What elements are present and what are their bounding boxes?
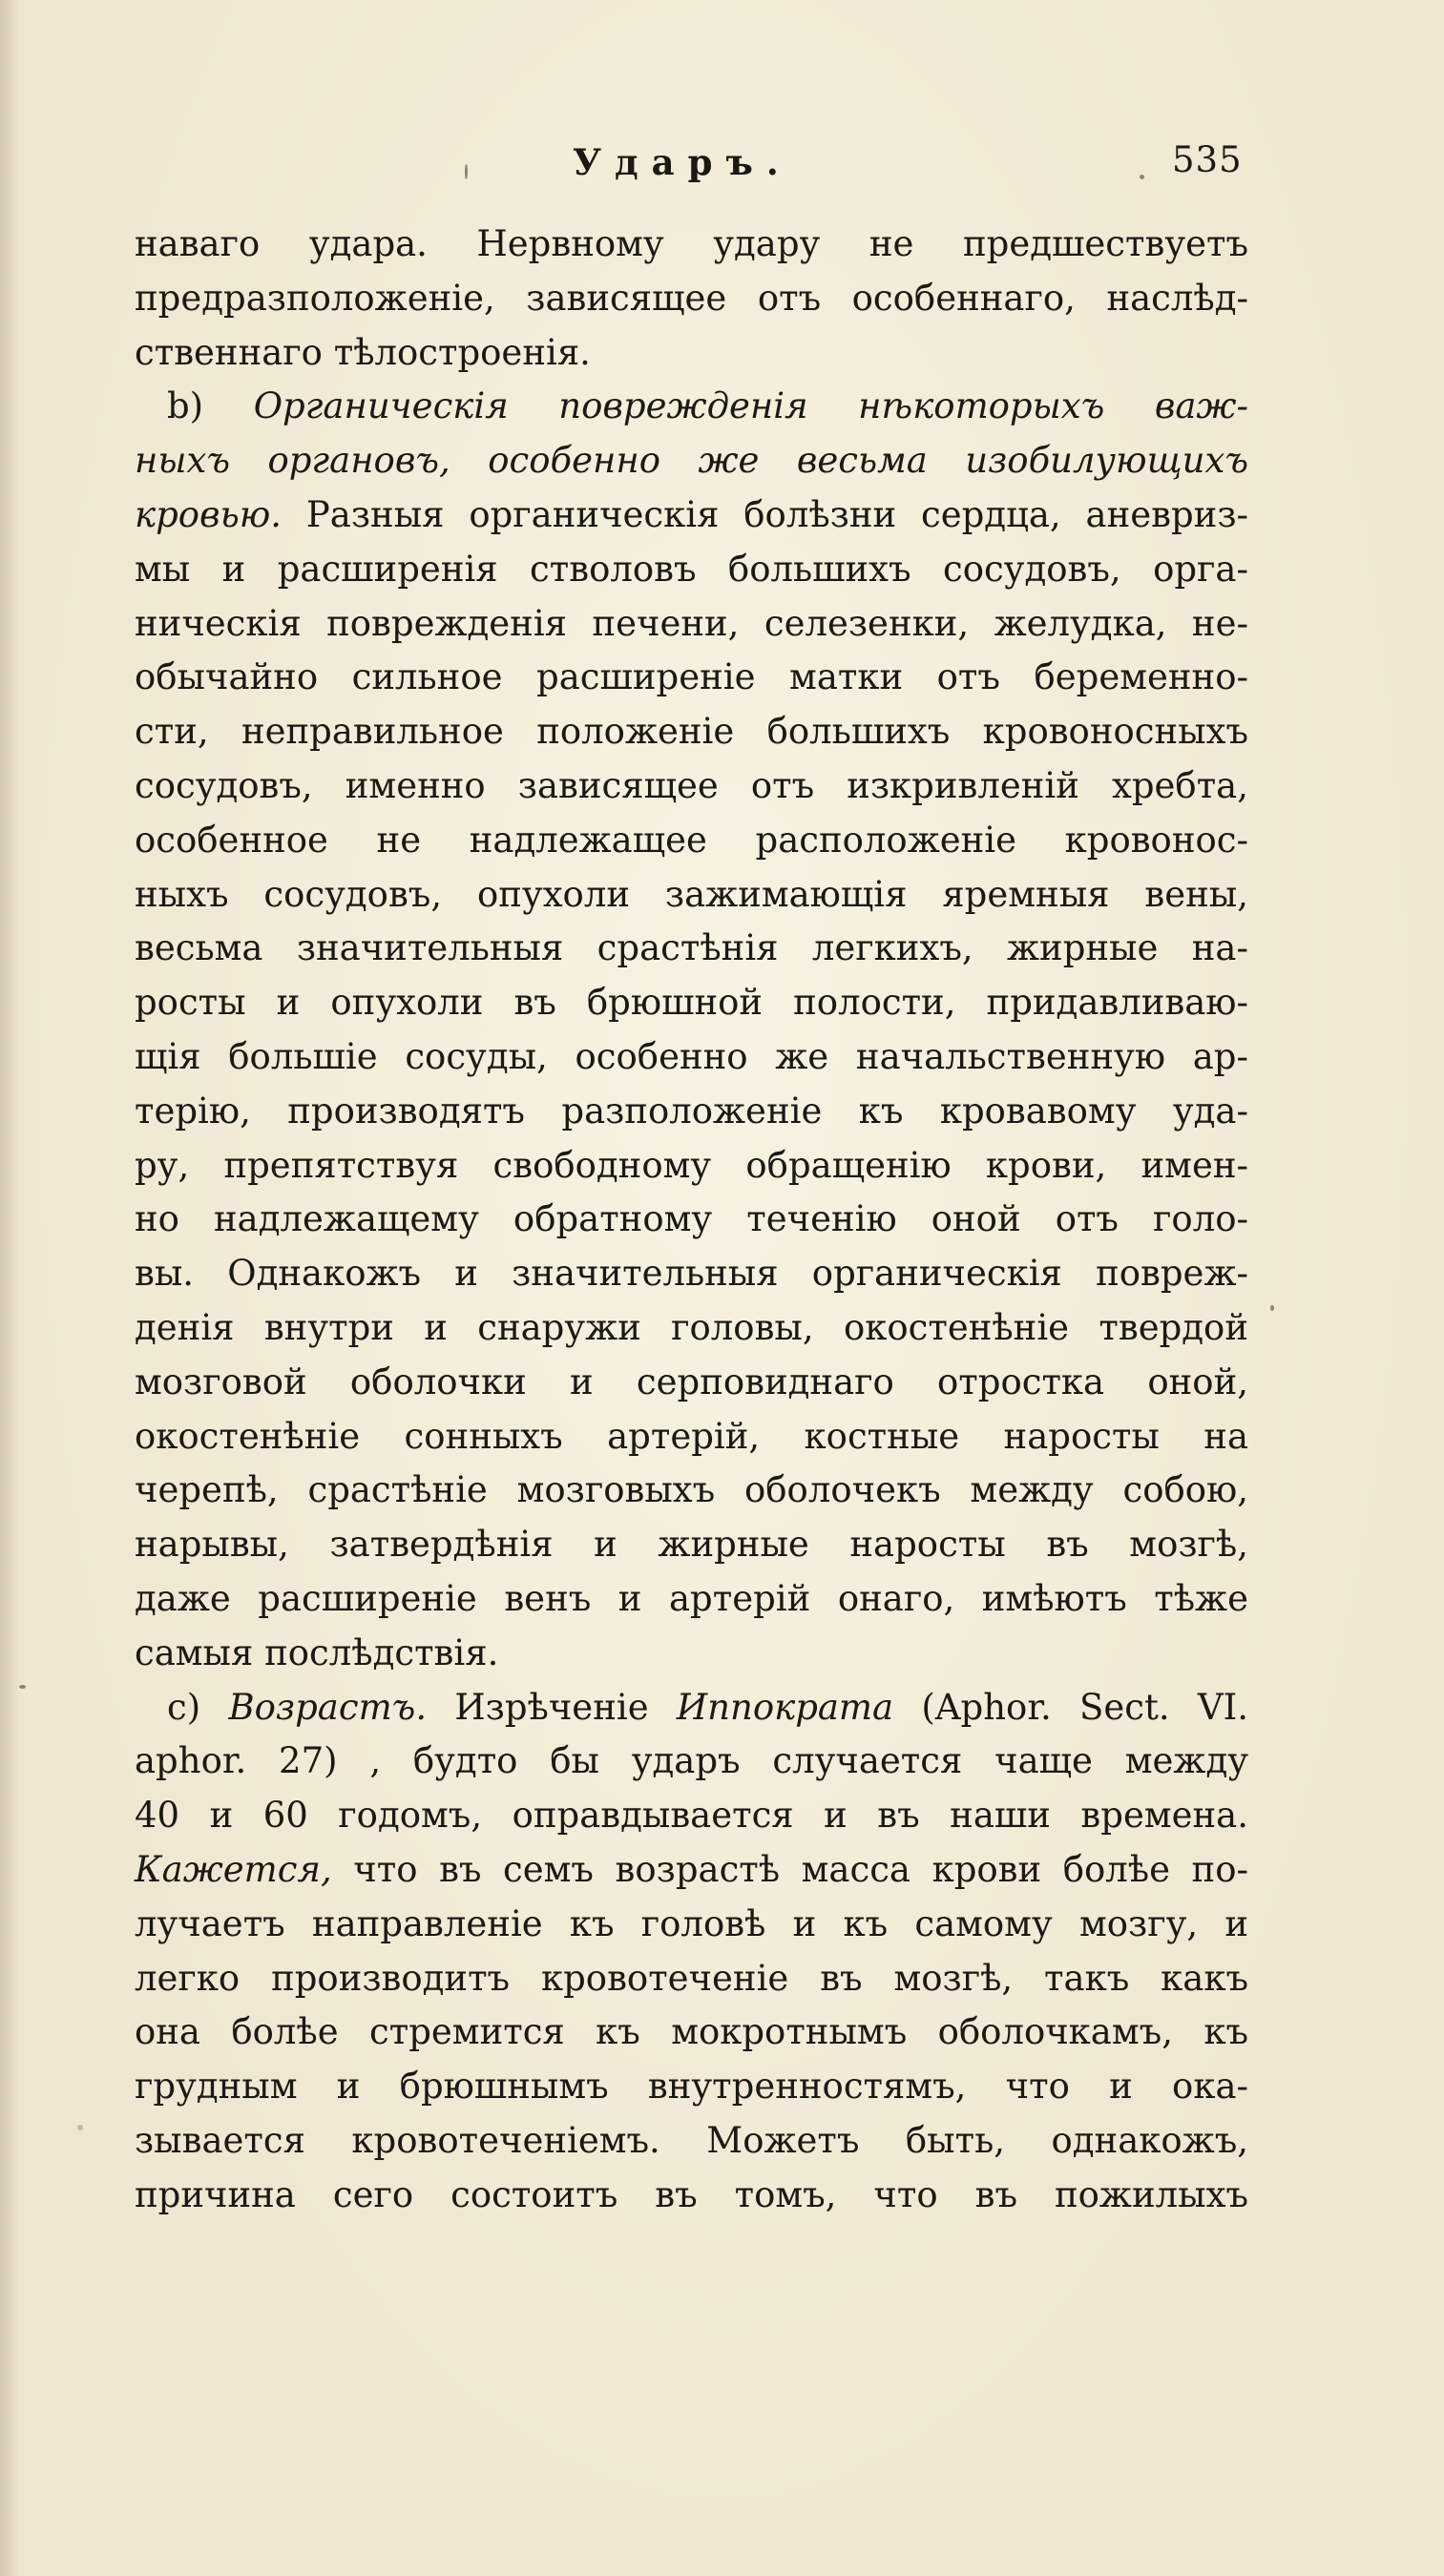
text-line: [167, 1679, 1248, 1736]
text-line: [135, 2058, 1248, 2115]
text-line: [167, 378, 1248, 435]
text-line: [135, 812, 1248, 869]
text-line: [135, 1516, 1248, 1573]
text-line: [135, 866, 1248, 924]
text-line: [135, 1354, 1248, 1411]
text-line: [135, 1083, 1248, 1140]
page-number: 535: [1172, 139, 1243, 180]
spine-shadow: [0, 0, 21, 2576]
text-span: щія большіе сосуды, особенно же начальственную ар-: [135, 1036, 1248, 1077]
text-span: ру, препятствуя свободному обращенію крови, имен-: [135, 1144, 1248, 1186]
text-line: [135, 2004, 1248, 2061]
text-line: [135, 703, 1248, 760]
print-speck: [465, 164, 468, 179]
text-span: лучаетъ направленіе къ головѣ и къ самому мозгу, и: [135, 1902, 1248, 1944]
text-span: самыя послѣдствія.: [135, 1631, 499, 1673]
text-line: [135, 1191, 1248, 1248]
text-line: [135, 216, 1248, 273]
text-span: особенное не надлежащее расположеніе кровонос-: [135, 819, 1248, 861]
text-span: легко производитъ кровотеченіе въ мозгѣ, такъ какъ: [135, 1957, 1248, 1999]
text-span: ственнаго тѣлостроенія.: [135, 331, 591, 373]
text-span: ныхъ сосудовъ, опухоли зажимающія яремныя вены,: [135, 873, 1248, 915]
text-line: [135, 758, 1248, 815]
text-span: сти, неправильное положеніе большихъ кровоносныхъ: [135, 711, 1248, 753]
text-span: но надлежащему обратному теченію оной отъ голо-: [135, 1198, 1248, 1240]
text-span: причина сего состоитъ въ томъ, что въ пожилыхъ: [135, 2173, 1248, 2215]
text-span: Изрѣченіе: [427, 1686, 677, 1728]
text-line: [135, 1625, 1248, 1682]
text-line: [135, 1787, 1248, 1844]
italic-text: ныхъ органовъ, особенно же весьма изобилующихъ: [135, 440, 1248, 482]
text-span: наваго удара. Нервному удару не предшествуетъ: [135, 223, 1248, 264]
text-line: [135, 974, 1248, 1031]
text-span: мы и расширенія стволовъ большихъ сосудовъ, орга-: [135, 548, 1248, 590]
text-line: [135, 1299, 1248, 1357]
text-span: что въ семъ возрастѣ масса крови болѣе по-: [331, 1849, 1248, 1890]
italic-text: Органическія поврежденія нѣкоторыхъ важ-: [253, 385, 1248, 427]
text-line: [135, 324, 1248, 382]
running-title: Ударъ.: [573, 141, 792, 183]
text-span: черепѣ, срастѣніе мозговыхъ оболочекъ между собою,: [135, 1469, 1248, 1511]
print-speck: [19, 1685, 26, 1689]
text-span: грудным и брюшнымъ внутренностямъ, что и ока-: [135, 2066, 1248, 2108]
print-speck: [77, 2125, 83, 2130]
text-span: обычайно сильное расширеніе матки отъ беременно-: [135, 656, 1248, 698]
text-span: Разныя органическія болѣзни сердца, аневриз-: [282, 494, 1248, 535]
text-line: [135, 270, 1248, 327]
italic-text: Кажется,: [135, 1849, 332, 1890]
text-line: [135, 595, 1248, 653]
italic-text: кровью.: [135, 494, 283, 535]
text-line: [135, 487, 1248, 544]
text-line: [135, 541, 1248, 598]
text-span: 40 и 60 годомъ, оправдывается и въ наши времена.: [135, 1795, 1248, 1837]
text-span: даже расширеніе венъ и артерій онаго, имѣютъ тѣже: [135, 1578, 1248, 1619]
text-span: aphor. 27) , будто бы ударъ случается чаще между: [135, 1740, 1248, 1782]
text-span: b): [167, 385, 254, 427]
text-span: мозговой оболочки и серповиднаго отростка оной,: [135, 1361, 1248, 1402]
text-line: [135, 432, 1248, 489]
text-line: [135, 1950, 1248, 2007]
text-span: терію, производятъ разположеніе къ кровавому уда-: [135, 1090, 1248, 1132]
text-line: [135, 649, 1248, 706]
text-span: весьма значительныя срастѣнія легкихъ, жирные на-: [135, 927, 1248, 969]
print-speck: [1270, 1305, 1274, 1311]
text-line: [135, 2112, 1248, 2170]
text-span: зывается кровотеченіемъ. Можетъ быть, однакожъ,: [135, 2120, 1248, 2161]
running-head: [0, 141, 1444, 198]
text-line: [135, 920, 1248, 977]
text-line: [135, 2167, 1248, 2224]
text-span: ническія поврежденія печени, селезенки, желудка, не-: [135, 602, 1248, 644]
text-span: она болѣе стремится къ мокротнымъ оболочкамъ, къ: [135, 2011, 1248, 2053]
text-span: вы. Однакожъ и значительныя органическія повреж-: [135, 1253, 1248, 1295]
text-line: [135, 1462, 1248, 1519]
text-span: предразположеніе, зависящее отъ особеннаго, наслѣд-: [135, 277, 1248, 319]
text-line: [135, 1733, 1248, 1790]
text-line: [135, 1570, 1248, 1628]
text-span: росты и опухоли въ брюшной полости, придавливаю-: [135, 982, 1248, 1024]
text-span: сосудовъ, именно зависящее отъ изкривленій хребта,: [135, 765, 1248, 806]
text-line: [135, 1408, 1248, 1465]
text-line: [135, 1896, 1248, 1953]
text-span: (Aphor. Sect. VI.: [893, 1686, 1249, 1728]
text-span: окостенѣніе сонныхъ артерій, костные наросты на: [135, 1415, 1248, 1457]
text-span: c): [167, 1686, 229, 1728]
text-span: нарывы, затвердѣнія и жирные наросты въ мозгѣ,: [135, 1524, 1248, 1566]
print-speck: [1140, 175, 1144, 179]
text-line: [135, 1245, 1248, 1302]
italic-text: Иппократа: [676, 1686, 894, 1728]
text-line: [135, 1841, 1248, 1899]
text-span: денія внутри и снаружи головы, окостенѣніе твердой: [135, 1307, 1248, 1348]
italic-text: Возрастъ.: [228, 1686, 428, 1728]
text-line: [135, 1137, 1248, 1195]
text-line: [135, 1028, 1248, 1086]
